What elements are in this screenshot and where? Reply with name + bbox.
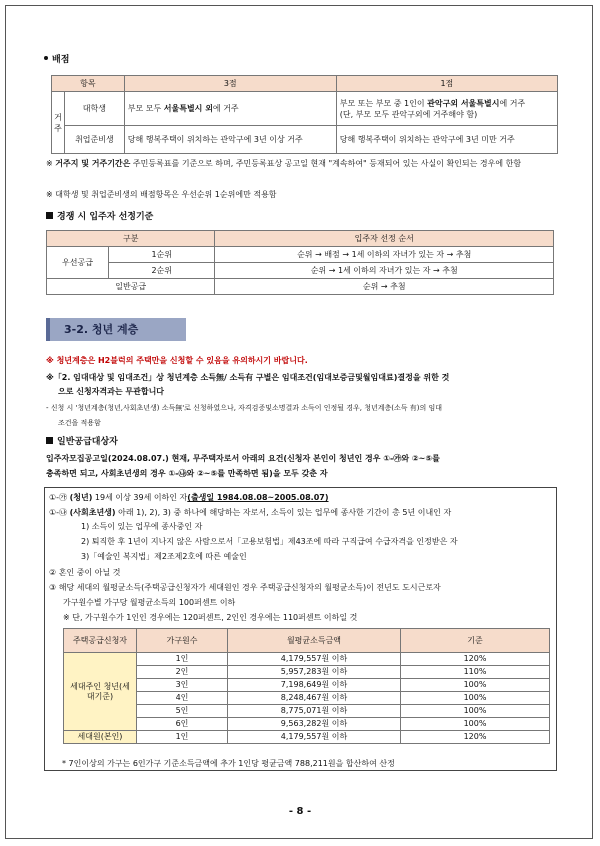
income-group-self: 세대원(본인) bbox=[64, 731, 137, 744]
cell-student-3pt: 부모 모두 서울특별시 외에 거주 bbox=[124, 92, 336, 126]
youth-notice-2: ※「2. 임대대상 및 임대조건」상 청년계층 소득無/ 소득有 구별은 임대조건(임대보증금및월임대료)결정을 위한 것 bbox=[46, 373, 450, 382]
general-supply-label: 일반공급 bbox=[47, 279, 215, 295]
col-header-type: 구분 bbox=[47, 231, 215, 247]
table-row-amount: 9,563,282원 이하 bbox=[228, 718, 401, 731]
page-number: - 8 - bbox=[288, 806, 312, 817]
item-3-cont: 가구원수별 가구당 월평균소득의 100퍼센트 이하 bbox=[63, 598, 236, 607]
item-3-note: ※ 단, 가구원수가 1인인 경우에는 120퍼센트, 2인인 경우에는 110퍼센트 이하일 것 bbox=[63, 613, 358, 622]
item-1a: ①-㉮ (청년) 19세 이상 39세 이하인 자(출생일 1984.08.08~2005.08.07) bbox=[49, 493, 329, 502]
allocation-table bbox=[51, 75, 558, 154]
table-row-size: 1인 bbox=[137, 731, 228, 744]
group-residence: 거주 bbox=[52, 92, 65, 154]
income-footnote: * 7인이상의 가구는 6인가구 기준소득금액에 추가 1인당 평균금액 788,211원을 합산하여 산정 bbox=[62, 759, 395, 768]
general-intro-2: 충족하면 되고, 사회초년생의 경우 ①-㉯와 ②~⑤를 만족하면 됨)을 모두 갖춘 자 bbox=[46, 469, 328, 478]
youth-notice-red: ※ 청년계층은 H2블럭의 주택만을 신청할 수 있음을 유의하시기 바랍니다. bbox=[46, 356, 308, 365]
row-label-student: 대학생 bbox=[65, 92, 125, 126]
income-col-applicant: 주택공급신청자 bbox=[64, 629, 137, 653]
table-row-standard: 120% bbox=[401, 731, 550, 744]
table-row-amount: 5,957,283원 이하 bbox=[228, 666, 401, 679]
general-intro-1: 입주자모집공고일(2024.08.07.) 현재, 무주택자로서 아래의 요건(신청자 본인이 청년인 경우 ①-㉮와 ②~⑤를 bbox=[46, 454, 440, 463]
row-label-jobseeker: 취업준비생 bbox=[65, 126, 125, 154]
table-row-size: 4인 bbox=[137, 692, 228, 705]
allocation-heading: 배점 bbox=[44, 54, 69, 67]
item-1b: ①-㉯ (사회초년생) 아래 1), 2), 3) 중 하나에 해당하는 자로서, 소득이 있는 업무에 종사한 기간이 총 5년 이내인 자 bbox=[49, 508, 452, 517]
general-supply-order: 순위 → 추첨 bbox=[215, 279, 554, 295]
allocation-note-1: ※ 거주지 및 거주기간은 주민등록표를 기준으로 하며, 주민등록표상 공고일 현재 "계속하여" 등재되어 있는 사실이 확인되는 경우에 한함 bbox=[46, 159, 522, 168]
priority-supply-label: 우선공급 bbox=[47, 247, 109, 279]
table-row-size: 1인 bbox=[137, 653, 228, 666]
table-row-size: 3인 bbox=[137, 679, 228, 692]
order-rank-1: 순위 → 배점 → 1세 이하의 자녀가 있는 자 → 추첨 bbox=[215, 247, 554, 263]
item-1b-sub3: 3)「예술인 복지법」제2조제2호에 따른 예술인 bbox=[81, 552, 247, 561]
table-row-size: 5인 bbox=[137, 705, 228, 718]
item-1b-sub2: 2) 퇴직한 후 1년이 지나지 않은 사람으로서「고용보험법」제43조에 따라 구직급여 수급자격을 인정받은 자 bbox=[81, 537, 458, 546]
table-row-amount: 8,775,071원 이하 bbox=[228, 705, 401, 718]
table-row-standard: 100% bbox=[401, 718, 550, 731]
competition-heading: 경쟁 시 입주자 선정기준 bbox=[46, 211, 153, 224]
allocation-note-2: ※ 대학생 및 취업준비생의 배점항목은 우선순위 1순위에만 적용함 bbox=[46, 190, 277, 199]
table-row-standard: 100% bbox=[401, 679, 550, 692]
order-rank-2: 순위 → 1세 이하의 자녀가 있는 자 → 추첨 bbox=[215, 263, 554, 279]
income-col-household: 가구원수 bbox=[137, 629, 228, 653]
item-2: ② 혼인 중이 아닐 것 bbox=[49, 568, 121, 577]
square-bullet-icon bbox=[46, 437, 53, 444]
youth-notice-3-cont: 조건을 적용함 bbox=[58, 419, 101, 427]
bullet-icon bbox=[44, 56, 48, 60]
cell-student-1pt: 부모 또는 부모 중 1인이 관악구외 서울특별시에 거주 (단, 부모 모두 관악구외에 거주해야 함) bbox=[336, 92, 557, 126]
table-row-size: 2인 bbox=[137, 666, 228, 679]
general-heading: 일반공급대상자 bbox=[46, 436, 118, 449]
income-col-standard: 기준 bbox=[401, 629, 550, 653]
table-row-size: 6인 bbox=[137, 718, 228, 731]
item-1b-sub1: 1) 소득이 있는 업무에 종사중인 자 bbox=[81, 522, 203, 531]
cell-jobseeker-3pt: 당해 행복주택이 위치하는 관악구에 3년 이상 거주 bbox=[124, 126, 336, 154]
square-bullet-icon bbox=[46, 212, 53, 219]
income-table bbox=[63, 628, 550, 744]
table-row-amount: 4,179,557원 이하 bbox=[228, 653, 401, 666]
col-header-1pt: 1점 bbox=[336, 76, 557, 92]
table-row-amount: 4,179,557원 이하 bbox=[228, 731, 401, 744]
rank-2: 2순위 bbox=[109, 263, 215, 279]
competition-table bbox=[46, 230, 554, 295]
youth-notice-3: - 신청 시 '청년계층(청년,사회초년생) 소득無'로 신청하였으나, 자격검증및소명결과 소득이 인정될 경우, 청년계층(소득 有)의 임대 bbox=[46, 404, 443, 412]
income-group-head: 세대주인 청년(세대기준) bbox=[64, 653, 137, 731]
col-header-order: 입주자 선정 순서 bbox=[215, 231, 554, 247]
col-header-3pt: 3점 bbox=[124, 76, 336, 92]
table-row-amount: 8,248,467원 이하 bbox=[228, 692, 401, 705]
table-row-standard: 100% bbox=[401, 692, 550, 705]
income-col-amount: 월평균소득금액 bbox=[228, 629, 401, 653]
table-row-amount: 7,198,649원 이하 bbox=[228, 679, 401, 692]
table-row-standard: 110% bbox=[401, 666, 550, 679]
col-header-item: 항목 bbox=[52, 76, 125, 92]
youth-notice-2-cont: 으로 신청자격과는 무관합니다 bbox=[58, 387, 165, 396]
section-banner-youth: 3-2. 청년 계층 bbox=[46, 318, 186, 341]
table-row-standard: 100% bbox=[401, 705, 550, 718]
table-row-standard: 120% bbox=[401, 653, 550, 666]
rank-1: 1순위 bbox=[109, 247, 215, 263]
item-3: ③ 해당 세대의 월평균소득(주택공급신청자가 세대원인 경우 주택공급신청자의 월평균소득)이 전년도 도시근로자 bbox=[49, 583, 441, 592]
cell-jobseeker-1pt: 당해 행복주택이 위치하는 관악구에 3년 미만 거주 bbox=[336, 126, 557, 154]
